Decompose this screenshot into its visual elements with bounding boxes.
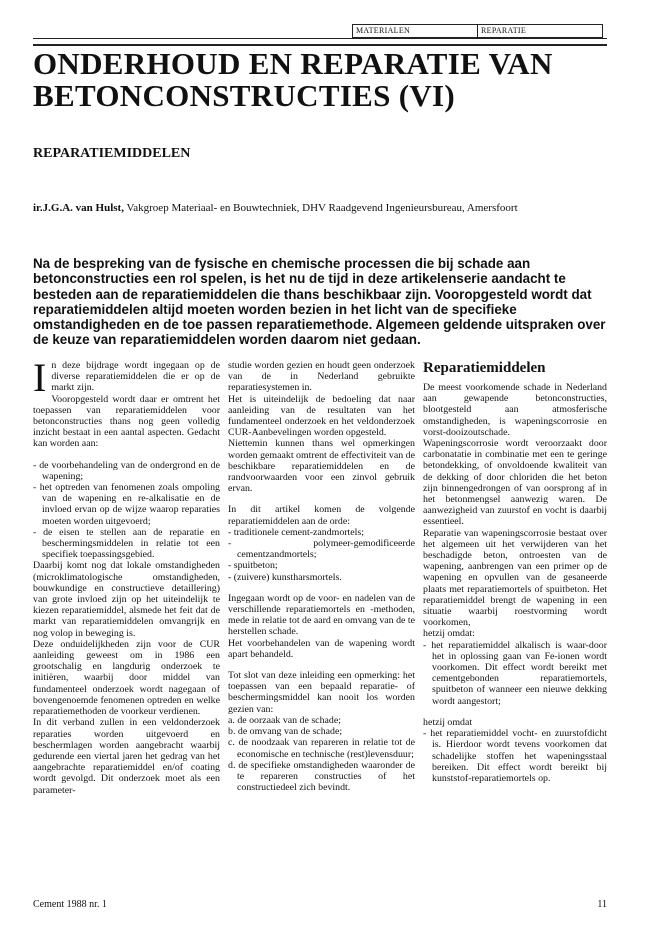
col1-list xyxy=(33,460,220,561)
col3-paragraph-1: De meest voorkomende schade in Nederland aan gewapende betonconstructies, blootgesteld aan atmosferische omstandigheden, is wapeningscorrosie en vorst-dooizoutschade. xyxy=(423,382,607,438)
col3-list-1 xyxy=(423,640,607,707)
list-item: b. de omvang van de schade; xyxy=(228,726,343,738)
col2-paragraph-4: In dit artikel komen de volgende reparatiemiddelen aan de orde: xyxy=(228,504,415,527)
col3-paragraph-4: hetzij omdat: xyxy=(423,628,475,640)
col3-paragraph-2: Wapeningscorrosie wordt veroorzaakt door carbonatatie in combinatie met een te geringe betondekking, of onvoldoende kwaliteit van de dekking of door chloriden die het beton zijn binnengedrongen of van oorsprong af in het betonmengsel aanwezig waren. De aanwezigheid van zuurstof en vocht is daarbij essentieel. xyxy=(423,438,607,528)
section-tabs xyxy=(352,24,603,38)
article-subtitle: REPARATIEMIDDELEN xyxy=(33,146,191,161)
list-item: - de eisen te stellen aan de reparatie en beschermingsmiddelen in relatie tot een specifiek toepassingsgebied. xyxy=(33,526,220,561)
col2-paragraph-6: Het voorbehandelen van de wapening wordt apart behandeld. xyxy=(228,637,415,660)
footer-publication: Cement 1988 nr. 1 xyxy=(33,899,107,910)
col2-paragraph-7: Tot slot van deze inleiding een opmerking: het toepassen van een bepaald reparatie- of beschermingsmiddel kan nooit los worden gezien van: xyxy=(228,670,415,715)
list-item: c. de noodzaak van repareren in relatie tot de economische en technische (rest)levensduur; xyxy=(228,737,415,760)
col3-paragraph-3: Reparatie van wapeningscorrosie bestaat over het algemeen uit het verwijderen van het beschadigde beton, ontroesten van de wapening, aanbrengen van een primer op de wapening en opvullen van de gesaneerde plaats met reparatiemortels of spuitbeton. Het reparatiemiddel brengt de wapening in een situatie waarbij roestvorming wordt voorkomen, xyxy=(423,527,607,629)
list-item: d. de specifieke omstandigheden waaronder de te repareren constructies of het constructiedeel zich bevindt. xyxy=(228,759,415,794)
col1-paragraph-5: In dit verband zullen in een veldonderzoek reparaties worden uitgevoerd en beschermlagen worden aangebracht waarbij gedurende een viertal jaren het gedrag van het aangebrachte reparatiemiddel en/of coating wordt gevolgd. Dit onderzoek moet als een parameter- xyxy=(33,717,220,796)
col3-paragraph-5: hetzij omdat xyxy=(423,716,473,728)
col2-paragraph-3: Niettemin kunnen thans wel opmerkingen worden gemaakt omtrent de effectiviteit van de beschikbare reparatiemiddelen en de randvoorwaarden voor een zinvol gebruik ervan. xyxy=(228,438,415,495)
col2-paragraph-2: Het is uiteindelijk de bedoeling dat naar aanleiding van de resultaten van het fundamenteel onderzoek en het veldonderzoek CUR-Aanbevelingen worden opgesteld. xyxy=(228,393,415,439)
tab-materialen: MATERIALEN xyxy=(352,24,478,38)
page-footer xyxy=(33,899,607,910)
list-item: - (zuivere) kunstharsmortels. xyxy=(228,571,342,583)
intro-paragraph: Na de bespreking van de fysische en chemische processen die bij schade aan betonconstructies een rol spelen, is het nu de tijd in deze artikelenserie aandacht te besteden aan de reparatiemiddelen die thans beschikbaar zijn. Vooropgesteld wordt dat reparatiemiddelen altijd moeten worden bezien in het licht van de specifieke omstandigheden en de toe passen reparatiemethode. Algemeen geldende uitspraken over de keuze van reparatiemiddelen worden daarom niet gedaan. xyxy=(33,256,606,348)
page-number: 11 xyxy=(597,899,607,910)
byline xyxy=(33,202,518,214)
list-item: - het reparatiemiddel vocht- en zuurstofdicht is. Hierdoor wordt tevens voorkomen dat schadelijke stoffen het wapeningsstaal bereiken. Dit effect wordt bereikt bij kunststof-reparatiemortels op. xyxy=(423,728,607,784)
col1-paragraph-1: In deze bijdrage wordt ingegaan op de diverse reparatiemiddelen die er op de markt zijn. xyxy=(33,355,220,400)
list-item: a. de oorzaak van de schade; xyxy=(228,714,341,726)
column-3 xyxy=(423,360,607,784)
author-affiliation: Vakgroep Materiaal- en Bouwtechniek, DHV Raadgevend Ingenieursbureau, Amersfoort xyxy=(123,202,518,214)
col1-paragraph-2: Vooropgesteld wordt daar er omtrent het toepassen van reparatiemiddelen voor betonconstructies thans nog geen volledig inzicht bestaat in een aantal aspecten. Gedacht kan worden aan: xyxy=(33,393,220,450)
col3-list-2 xyxy=(423,728,607,784)
list-item: - het optreden van fenomenen zoals ompoling van de wapening en re-alkalisatie en de invloed ervan op de wijze waarop reparaties moeten worden uitgevoerd; xyxy=(33,482,220,527)
col1-paragraph-3: Daarbij komt nog dat lokale omstandigheden (microklimatologische omstandigheden, bouwkundige en constructieve detaillering) van grote invloed zijn op het uiteindelijk te kiezen reparatiemiddel, alsmede het feit dat de markt van reparatiemiddelen omvangrijk en nog volop in beweging is. xyxy=(33,560,220,639)
drop-cap: I xyxy=(33,355,47,400)
col1-paragraph-4: Deze onduidelijkheden zijn voor de CUR aanleiding geweest om in 1986 een grootschalig en langdurig onderzoek te initiëren, waarbij door middel van fundamenteel onderzoek wordt nagegaan of bovengenoemde fenomenen optreden en welke reparatiemethoden de voorkeur verdienen. xyxy=(33,638,220,718)
author-name: ir.J.G.A. van Hulst, xyxy=(33,202,124,214)
top-rule xyxy=(33,38,607,39)
col2-paragraph-5: Ingegaan wordt op de voor- en nadelen van de verschillende reparatiemortels en -methoden, mede in relatie tot de aard en omvang van de te herstellen schade. xyxy=(228,592,415,638)
article-title: ONDERHOUD EN REPARATIE VAN BETONCONSTRUCTIES (VI) xyxy=(33,46,553,113)
list-item: - polymeer-gemodificeerde cementzandmortels; xyxy=(228,538,415,561)
tab-reparatie: REPARATIE xyxy=(478,24,603,38)
col2-list xyxy=(228,527,415,583)
list-item: - traditionele cement-zandmortels; xyxy=(228,526,364,538)
list-item: - spuitbeton; xyxy=(228,560,278,572)
column-1 xyxy=(33,355,220,796)
column-2 xyxy=(228,360,415,793)
col2-paragraph-1: studie worden gezien en houdt geen onderzoek van de in Nederland gebruikte reparatiesystemen in. xyxy=(228,360,415,394)
list-item: - het reparatiemiddel alkalisch is waar-door het in oplossing gaan van Fe-ionen wordt voorkomen. Dit effect wordt bereikt met cementgebonden reparatiemortels, spuitbeton of wanneer een nieuwe dekking wordt aangestort; xyxy=(423,639,607,707)
list-item: - de voorbehandeling van de ondergrond en de wapening; xyxy=(33,459,220,482)
section-heading: Reparatiemiddelen xyxy=(423,360,546,376)
col2-list-2 xyxy=(228,715,415,793)
